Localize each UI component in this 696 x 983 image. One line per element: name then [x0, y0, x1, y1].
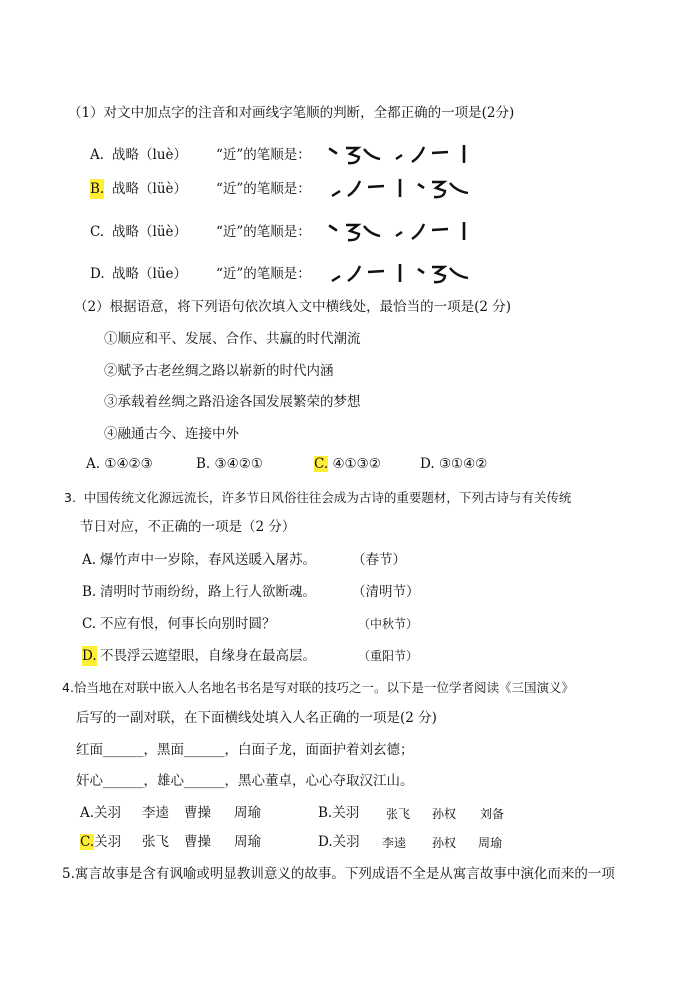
option-text: ③①④②: [438, 456, 488, 472]
q2-answer-d[interactable]: [420, 454, 487, 474]
option-letter: D.: [318, 834, 333, 850]
stroke-order-image: [326, 141, 476, 167]
q2-item: ②赋予古老丝绸之路以崭新的时代内涵: [104, 363, 334, 379]
festival-label: （清明节）: [352, 584, 420, 600]
option-text: 爆竹声中一岁除，春风送暖入屠苏。: [100, 552, 316, 568]
option-letter: A.: [90, 147, 105, 163]
option-note: “近”的笔顺是：: [216, 266, 311, 282]
name: 关羽: [94, 834, 122, 850]
option-note: “近”的笔顺是：: [216, 147, 311, 163]
option-letter-highlighted: B.: [90, 181, 105, 197]
option-text: ①④②③: [104, 456, 153, 472]
option-letter-highlighted: C.: [80, 834, 95, 850]
festival-label: （中秋节）: [358, 617, 419, 631]
option-letter: C.: [82, 616, 97, 632]
q2-answer-b[interactable]: [196, 454, 263, 474]
q4-option-b[interactable]: [318, 803, 359, 823]
option-text: 不畏浮云遮望眼，自缘身在最高层。: [100, 648, 316, 664]
name: 关羽: [94, 805, 122, 821]
option-note: “近”的笔顺是：: [216, 181, 311, 197]
name: 曹操: [184, 834, 211, 850]
option-text: 不应有恨，何事长向别时圆？: [100, 616, 276, 632]
option-word: 战略（luè）: [112, 147, 188, 163]
q4-option-d[interactable]: [318, 832, 360, 852]
option-word: 战略（lüè）: [112, 224, 188, 240]
q4-couplet-line1: 红面______，黑面______，白面子龙，面面护着刘玄德；: [76, 742, 414, 758]
option-letter-highlighted: D.: [82, 648, 97, 664]
name: 李逵: [142, 805, 169, 821]
name: 张飞: [386, 807, 411, 821]
question-text: 寓言故事是含有讽喻或明显教训意义的故事。下列成语不全是从寓言故事中演化而来的一项: [74, 866, 615, 882]
option-note: “近”的笔顺是：: [216, 224, 311, 240]
question-text: 中国传统文化源远流长，许多节日风俗往往会成为古诗的重要题材，下列古诗与有关传统: [83, 490, 572, 505]
option-word: 战略（lüe）: [112, 266, 188, 282]
name: 张飞: [142, 834, 169, 850]
q2-answer-c[interactable]: [314, 454, 381, 474]
q2-item: ③承载着丝绸之路沿途各国发展繁荣的梦想: [104, 394, 361, 410]
option-letter: A.: [86, 456, 101, 472]
name: 孙权: [432, 836, 457, 850]
name: 李逵: [382, 836, 407, 850]
stroke-order-image: [326, 260, 486, 286]
festival-label: （重阳节）: [358, 649, 419, 663]
q2-item: ①顺应和平、发展、合作、共赢的时代潮流: [104, 331, 361, 347]
option-letter: D.: [90, 266, 105, 282]
question-number: 4.: [62, 680, 74, 695]
q2-item: ④融通古今、连接中外: [104, 426, 239, 442]
option-letter: A.: [82, 552, 97, 568]
q4-title-line1: [62, 678, 574, 698]
q2-answers: [86, 454, 606, 474]
name: 刘备: [480, 807, 505, 821]
option-letter-highlighted: C.: [314, 456, 329, 472]
question-number: 5.: [62, 866, 75, 882]
option-letter: C.: [90, 224, 105, 240]
option-text: ③④②①: [214, 456, 263, 472]
name: 周瑜: [234, 805, 261, 821]
q3-title-line2: 节日对应，不正确的一项是（2 分）: [80, 519, 296, 535]
q3-title-line1: [64, 488, 571, 508]
stroke-order-image: [326, 218, 476, 244]
name: 关羽: [332, 805, 360, 821]
stroke-order-image: [326, 175, 486, 201]
q4-option-a[interactable]: [80, 803, 121, 823]
festival-label: （春节）: [352, 552, 406, 568]
name: 曹操: [184, 805, 211, 821]
option-word: 战略（lüè）: [112, 181, 188, 197]
name: 周瑜: [234, 834, 261, 850]
question-text: 恰当地在对联中嵌入人名地名书名是写对联的技巧之一。以下是一位学者阅读《三国演义》: [73, 680, 574, 695]
q4-title-line2: 后写的一副对联，在下面横线处填入人名正确的一项是(2 分): [76, 710, 437, 726]
name: 周瑜: [478, 836, 503, 850]
option-letter: B.: [196, 456, 211, 472]
option-letter: B.: [82, 584, 97, 600]
q4-options-row2: [80, 832, 640, 852]
name: 孙权: [432, 807, 457, 821]
q1-title: （1）对文中加点字的注音和对画线字笔顺的判断，全都正确的一项是(2分): [68, 105, 515, 121]
q4-option-c[interactable]: [80, 832, 121, 852]
question-number: 3.: [64, 490, 76, 505]
option-letter: D.: [420, 456, 435, 472]
option-letter: A.: [80, 805, 95, 821]
option-text: ④①③②: [332, 456, 381, 472]
name: 关羽: [332, 834, 360, 850]
q2-title: （2）根据语意，将下列语句依次填入文中横线处，最恰当的一项是(2 分): [74, 299, 512, 315]
option-letter: B.: [318, 805, 333, 821]
option-text: 清明时节雨纷纷，路上行人欲断魂。: [100, 584, 316, 600]
q4-couplet-line2: 奸心______，雄心______，黑心董卓，心心夺取汉江山。: [76, 773, 414, 789]
q4-options-row1: [80, 803, 640, 823]
q2-answer-a[interactable]: [86, 454, 153, 474]
q5-title-line1: [62, 864, 615, 884]
